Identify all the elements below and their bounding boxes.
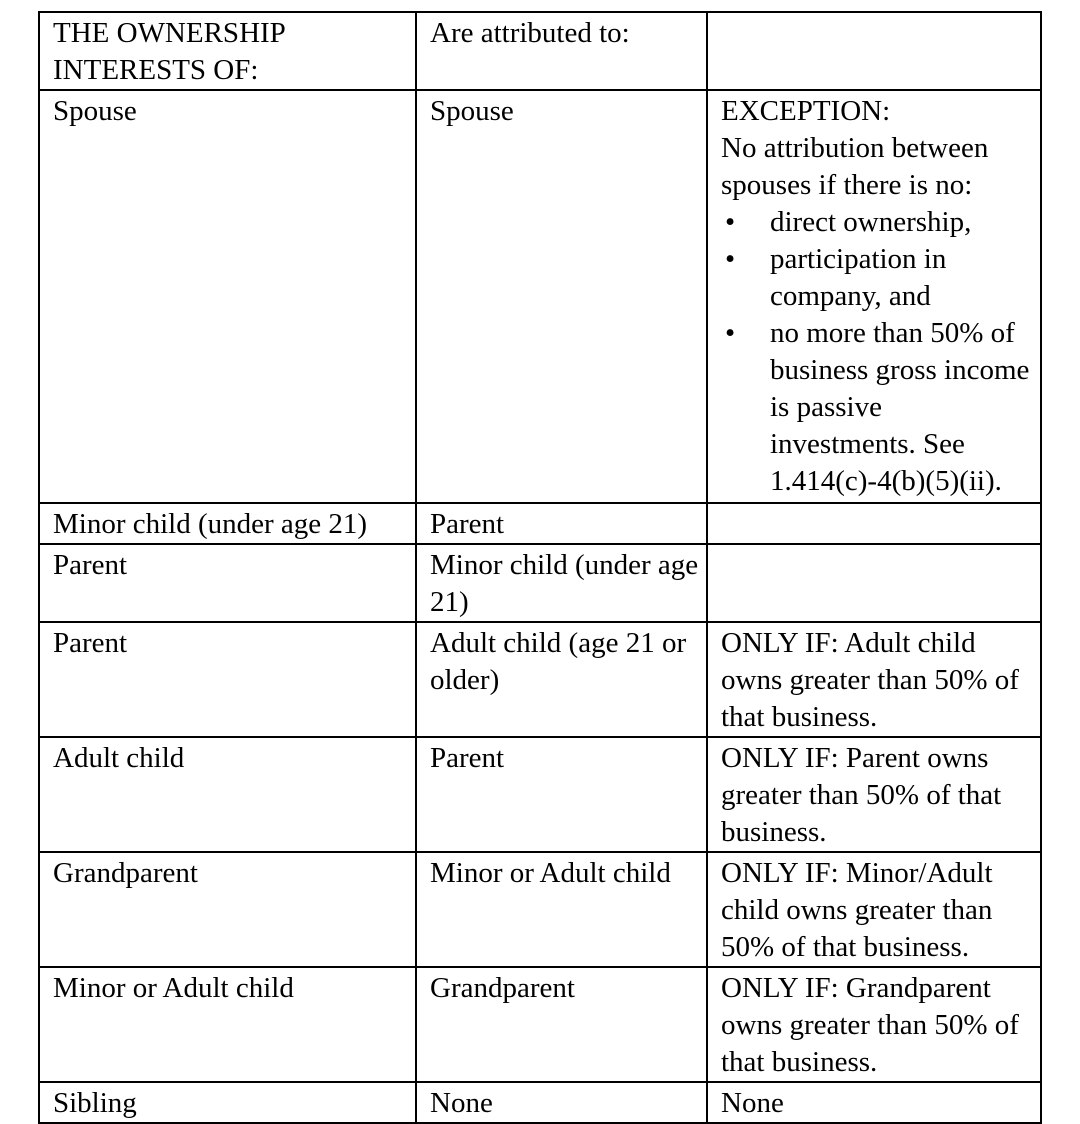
attributed-to-cell: Minor child (under age 21) (416, 544, 707, 622)
exception-title: EXCEPTION: (721, 95, 891, 127)
table-row (39, 90, 1041, 503)
owner-cell: Minor child (under age 21) (39, 503, 416, 544)
list-item: • direct ownership, (721, 204, 1034, 241)
attribution-table (38, 11, 1042, 1124)
attributed-to-cell: Minor or Adult child (416, 852, 707, 967)
bullet-icon: • (725, 317, 736, 349)
owner-cell: Parent (39, 544, 416, 622)
exception-lead: No attribution between spouses if there is no: (721, 132, 989, 201)
header-row (39, 12, 1041, 90)
exception-list (721, 204, 1034, 500)
owner-cell: Parent (39, 622, 416, 737)
table-row (39, 852, 1041, 967)
attributed-to-cell: Parent (416, 737, 707, 852)
owner-cell: Minor or Adult child (39, 967, 416, 1082)
owner-cell: Adult child (39, 737, 416, 852)
header-condition (707, 12, 1041, 90)
attributed-to-cell: Parent (416, 503, 707, 544)
owner-cell: Sibling (39, 1082, 416, 1123)
bullet-icon: • (725, 206, 736, 238)
list-item: • participation in company, and (725, 243, 947, 312)
condition-cell (707, 90, 1041, 503)
condition-cell (707, 503, 1041, 544)
table-row (39, 737, 1041, 852)
bullet-icon: • (725, 243, 736, 275)
header-owner: THE OWNERSHIP INTERESTS OF: (39, 12, 416, 90)
table-row (39, 503, 1041, 544)
table-row (39, 622, 1041, 737)
header-attributed-to: Are attributed to: (416, 12, 707, 90)
condition-cell: ONLY IF: Parent owns greater than 50% of that business. (707, 737, 1041, 852)
table-row (39, 1082, 1041, 1123)
condition-cell: None (707, 1082, 1041, 1123)
condition-cell: ONLY IF: Adult child owns greater than 50% of that business. (707, 622, 1041, 737)
list-item: • no more than 50% of business gross income is passive investments. See 1.414(c)-4(b)(5)(ii). (725, 317, 1030, 497)
table-row (39, 544, 1041, 622)
condition-cell: ONLY IF: Grandparent owns greater than 50% of that business. (707, 967, 1041, 1082)
condition-cell (707, 544, 1041, 622)
owner-cell: Grandparent (39, 852, 416, 967)
table-row (39, 967, 1041, 1082)
attributed-to-cell: None (416, 1082, 707, 1123)
condition-cell: ONLY IF: Minor/Adult child owns greater than 50% of that business. (707, 852, 1041, 967)
attributed-to-cell: Grandparent (416, 967, 707, 1082)
attributed-to-cell: Spouse (416, 90, 707, 503)
owner-cell: Spouse (39, 90, 416, 503)
attributed-to-cell: Adult child (age 21 or older) (416, 622, 707, 737)
